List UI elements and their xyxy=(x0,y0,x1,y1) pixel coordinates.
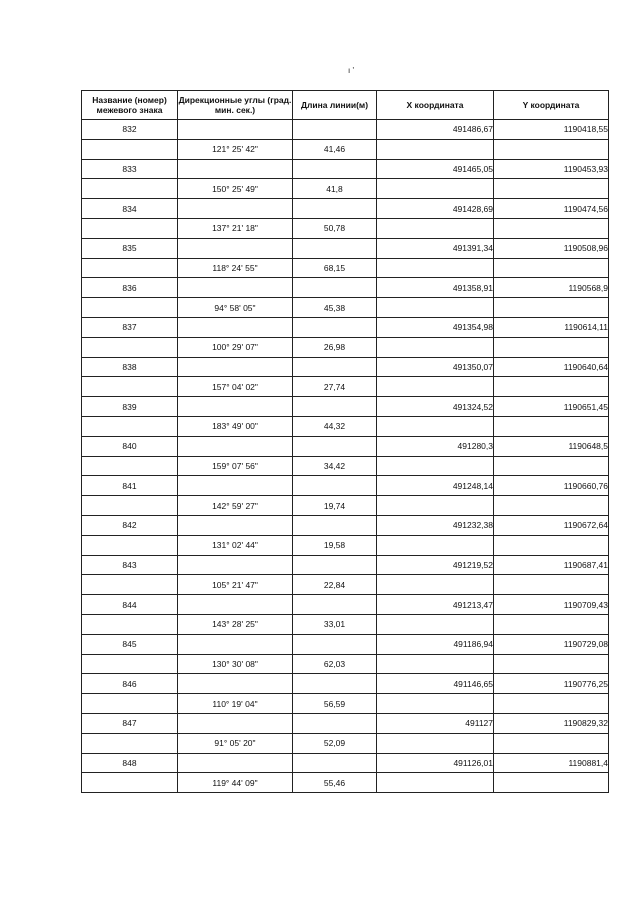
table-row xyxy=(82,773,609,793)
direction-angle-cell: 105° 21' 47" xyxy=(178,575,293,595)
x-coordinate-cell: 491486,67 xyxy=(377,120,494,140)
direction-angle-cell: 100° 29' 07" xyxy=(178,337,293,357)
y-coordinate-cell xyxy=(494,337,609,357)
direction-angle-cell xyxy=(178,238,293,258)
line-length-cell xyxy=(293,674,377,694)
direction-angle-cell: 94° 58' 05" xyxy=(178,298,293,318)
marker-name-cell xyxy=(82,694,178,714)
x-coordinate-cell: 491358,91 xyxy=(377,278,494,298)
line-length-cell xyxy=(293,357,377,377)
line-length-cell: 33,01 xyxy=(293,614,377,634)
x-coordinate-cell xyxy=(377,496,494,516)
table-row xyxy=(82,337,609,357)
line-length-cell xyxy=(293,595,377,615)
line-length-cell: 62,03 xyxy=(293,654,377,674)
line-length-cell: 52,09 xyxy=(293,733,377,753)
table-row xyxy=(82,139,609,159)
line-length-cell xyxy=(293,317,377,337)
marker-name-cell: 846 xyxy=(82,674,178,694)
y-coordinate-cell xyxy=(494,456,609,476)
direction-angle-cell xyxy=(178,634,293,654)
marker-name-cell xyxy=(82,258,178,278)
table-row xyxy=(82,515,609,535)
marker-name-cell xyxy=(82,298,178,318)
y-coordinate-cell xyxy=(494,298,609,318)
table-row xyxy=(82,753,609,773)
x-coordinate-cell: 491391,34 xyxy=(377,238,494,258)
line-length-cell xyxy=(293,476,377,496)
line-length-cell: 26,98 xyxy=(293,337,377,357)
x-coordinate-cell: 491350,07 xyxy=(377,357,494,377)
direction-angle-cell xyxy=(178,595,293,615)
table-row xyxy=(82,377,609,397)
y-coordinate-cell: 1190418,55 xyxy=(494,120,609,140)
y-coordinate-cell: 1190881,4 xyxy=(494,753,609,773)
direction-angle-cell: 183° 49' 00" xyxy=(178,416,293,436)
line-length-cell xyxy=(293,515,377,535)
direction-angle-cell xyxy=(178,555,293,575)
direction-angle-cell: 91° 05' 20" xyxy=(178,733,293,753)
y-coordinate-cell: 1190687,41 xyxy=(494,555,609,575)
x-coordinate-cell xyxy=(377,535,494,555)
table-row xyxy=(82,713,609,733)
line-length-cell: 68,15 xyxy=(293,258,377,278)
direction-angle-cell: 130° 30' 08" xyxy=(178,654,293,674)
header-x: X координата xyxy=(377,91,494,120)
table-row xyxy=(82,476,609,496)
y-coordinate-cell: 1190474,56 xyxy=(494,199,609,219)
table-row xyxy=(82,238,609,258)
marker-name-cell: 837 xyxy=(82,317,178,337)
direction-angle-cell: 119° 44' 09" xyxy=(178,773,293,793)
direction-angle-cell xyxy=(178,120,293,140)
y-coordinate-cell xyxy=(494,694,609,714)
y-coordinate-cell: 1190568,9 xyxy=(494,278,609,298)
direction-angle-cell xyxy=(178,278,293,298)
y-coordinate-cell xyxy=(494,377,609,397)
x-coordinate-cell: 491428,69 xyxy=(377,199,494,219)
x-coordinate-cell: 491126,01 xyxy=(377,753,494,773)
table-row xyxy=(82,218,609,238)
x-coordinate-cell xyxy=(377,733,494,753)
table-row xyxy=(82,634,609,654)
x-coordinate-cell xyxy=(377,773,494,793)
marker-name-cell: 839 xyxy=(82,397,178,417)
marker-name-cell xyxy=(82,139,178,159)
header-angle: Дирекционные углы (град. мин. сек.) xyxy=(178,91,293,120)
y-coordinate-cell: 1190614,11 xyxy=(494,317,609,337)
line-length-cell: 19,74 xyxy=(293,496,377,516)
table-row xyxy=(82,357,609,377)
marker-name-cell: 838 xyxy=(82,357,178,377)
y-coordinate-cell: 1190640,64 xyxy=(494,357,609,377)
x-coordinate-cell xyxy=(377,218,494,238)
x-coordinate-cell: 491232,38 xyxy=(377,515,494,535)
marker-name-cell xyxy=(82,733,178,753)
y-coordinate-cell xyxy=(494,416,609,436)
line-length-cell: 41,46 xyxy=(293,139,377,159)
line-length-cell xyxy=(293,397,377,417)
table-row xyxy=(82,575,609,595)
table-row xyxy=(82,416,609,436)
direction-angle-cell: 121° 25' 42" xyxy=(178,139,293,159)
direction-angle-cell xyxy=(178,357,293,377)
y-coordinate-cell xyxy=(494,733,609,753)
marker-name-cell xyxy=(82,614,178,634)
direction-angle-cell xyxy=(178,397,293,417)
page-mark: ı ' xyxy=(348,66,354,75)
marker-name-cell: 845 xyxy=(82,634,178,654)
marker-name-cell xyxy=(82,654,178,674)
x-coordinate-cell xyxy=(377,575,494,595)
y-coordinate-cell xyxy=(494,496,609,516)
x-coordinate-cell: 491465,05 xyxy=(377,159,494,179)
marker-name-cell: 844 xyxy=(82,595,178,615)
line-length-cell: 22,84 xyxy=(293,575,377,595)
marker-name-cell xyxy=(82,575,178,595)
marker-name-cell: 836 xyxy=(82,278,178,298)
direction-angle-cell xyxy=(178,476,293,496)
x-coordinate-cell xyxy=(377,298,494,318)
y-coordinate-cell xyxy=(494,535,609,555)
y-coordinate-cell: 1190648,5 xyxy=(494,436,609,456)
direction-angle-cell xyxy=(178,199,293,219)
table-row xyxy=(82,456,609,476)
x-coordinate-cell xyxy=(377,179,494,199)
y-coordinate-cell xyxy=(494,258,609,278)
table-row xyxy=(82,159,609,179)
x-coordinate-cell: 491280,3 xyxy=(377,436,494,456)
direction-angle-cell xyxy=(178,515,293,535)
y-coordinate-cell: 1190709,43 xyxy=(494,595,609,615)
line-length-cell: 56,59 xyxy=(293,694,377,714)
line-length-cell: 50,78 xyxy=(293,218,377,238)
direction-angle-cell xyxy=(178,674,293,694)
direction-angle-cell: 159° 07' 56" xyxy=(178,456,293,476)
table-row xyxy=(82,733,609,753)
line-length-cell xyxy=(293,238,377,258)
y-coordinate-cell xyxy=(494,654,609,674)
marker-name-cell xyxy=(82,456,178,476)
marker-name-cell xyxy=(82,337,178,357)
line-length-cell: 34,42 xyxy=(293,456,377,476)
x-coordinate-cell xyxy=(377,337,494,357)
y-coordinate-cell xyxy=(494,614,609,634)
y-coordinate-cell: 1190776,25 xyxy=(494,674,609,694)
header-row xyxy=(82,91,609,120)
line-length-cell xyxy=(293,753,377,773)
y-coordinate-cell: 1190651,45 xyxy=(494,397,609,417)
marker-name-cell: 832 xyxy=(82,120,178,140)
marker-name-cell: 833 xyxy=(82,159,178,179)
marker-name-cell xyxy=(82,218,178,238)
direction-angle-cell: 150° 25' 49" xyxy=(178,179,293,199)
marker-name-cell: 841 xyxy=(82,476,178,496)
direction-angle-cell xyxy=(178,436,293,456)
y-coordinate-cell: 1190729,08 xyxy=(494,634,609,654)
x-coordinate-cell: 491248,14 xyxy=(377,476,494,496)
marker-name-cell xyxy=(82,377,178,397)
line-length-cell xyxy=(293,159,377,179)
table-body xyxy=(82,120,609,793)
marker-name-cell xyxy=(82,416,178,436)
table-row xyxy=(82,298,609,318)
table-row xyxy=(82,258,609,278)
y-coordinate-cell: 1190672,64 xyxy=(494,515,609,535)
x-coordinate-cell xyxy=(377,139,494,159)
line-length-cell xyxy=(293,555,377,575)
boundary-table xyxy=(81,90,609,793)
table-row xyxy=(82,278,609,298)
direction-angle-cell xyxy=(178,317,293,337)
y-coordinate-cell xyxy=(494,575,609,595)
marker-name-cell xyxy=(82,773,178,793)
line-length-cell xyxy=(293,634,377,654)
line-length-cell xyxy=(293,713,377,733)
marker-name-cell: 835 xyxy=(82,238,178,258)
marker-name-cell xyxy=(82,496,178,516)
line-length-cell: 19,58 xyxy=(293,535,377,555)
table-row xyxy=(82,436,609,456)
line-length-cell: 55,46 xyxy=(293,773,377,793)
line-length-cell: 41,8 xyxy=(293,179,377,199)
x-coordinate-cell xyxy=(377,377,494,397)
line-length-cell xyxy=(293,436,377,456)
header-name: Название (номер) межевого знака xyxy=(82,91,178,120)
y-coordinate-cell: 1190660,76 xyxy=(494,476,609,496)
header-y: Y координата xyxy=(494,91,609,120)
marker-name-cell xyxy=(82,535,178,555)
direction-angle-cell: 137° 21' 18" xyxy=(178,218,293,238)
x-coordinate-cell xyxy=(377,654,494,674)
direction-angle-cell: 157° 04' 02" xyxy=(178,377,293,397)
table-row xyxy=(82,397,609,417)
y-coordinate-cell xyxy=(494,179,609,199)
x-coordinate-cell xyxy=(377,694,494,714)
x-coordinate-cell xyxy=(377,416,494,436)
header-length: Длина линии(м) xyxy=(293,91,377,120)
x-coordinate-cell: 491127 xyxy=(377,713,494,733)
table-row xyxy=(82,595,609,615)
marker-name-cell: 848 xyxy=(82,753,178,773)
line-length-cell xyxy=(293,199,377,219)
table-row xyxy=(82,674,609,694)
table-row xyxy=(82,317,609,337)
x-coordinate-cell xyxy=(377,614,494,634)
table-row xyxy=(82,179,609,199)
y-coordinate-cell xyxy=(494,218,609,238)
line-length-cell: 44,32 xyxy=(293,416,377,436)
line-length-cell xyxy=(293,278,377,298)
x-coordinate-cell xyxy=(377,258,494,278)
line-length-cell: 27,74 xyxy=(293,377,377,397)
y-coordinate-cell: 1190508,96 xyxy=(494,238,609,258)
x-coordinate-cell: 491354,98 xyxy=(377,317,494,337)
x-coordinate-cell: 491324,52 xyxy=(377,397,494,417)
direction-angle-cell xyxy=(178,753,293,773)
table-row xyxy=(82,535,609,555)
table-row xyxy=(82,654,609,674)
line-length-cell: 45,38 xyxy=(293,298,377,318)
y-coordinate-cell xyxy=(494,139,609,159)
marker-name-cell: 843 xyxy=(82,555,178,575)
direction-angle-cell: 131° 02' 44" xyxy=(178,535,293,555)
marker-name-cell: 842 xyxy=(82,515,178,535)
x-coordinate-cell: 491186,94 xyxy=(377,634,494,654)
direction-angle-cell: 143° 28' 25" xyxy=(178,614,293,634)
table-row xyxy=(82,199,609,219)
x-coordinate-cell: 491146,65 xyxy=(377,674,494,694)
direction-angle-cell: 142° 59' 27" xyxy=(178,496,293,516)
marker-name-cell: 834 xyxy=(82,199,178,219)
direction-angle-cell: 118° 24' 55" xyxy=(178,258,293,278)
y-coordinate-cell: 1190453,93 xyxy=(494,159,609,179)
y-coordinate-cell: 1190829,32 xyxy=(494,713,609,733)
line-length-cell xyxy=(293,120,377,140)
table-row xyxy=(82,694,609,714)
x-coordinate-cell: 491219,52 xyxy=(377,555,494,575)
x-coordinate-cell: 491213,47 xyxy=(377,595,494,615)
marker-name-cell: 847 xyxy=(82,713,178,733)
table-row xyxy=(82,120,609,140)
marker-name-cell: 840 xyxy=(82,436,178,456)
direction-angle-cell xyxy=(178,713,293,733)
x-coordinate-cell xyxy=(377,456,494,476)
marker-name-cell xyxy=(82,179,178,199)
table-row xyxy=(82,614,609,634)
table-row xyxy=(82,496,609,516)
y-coordinate-cell xyxy=(494,773,609,793)
table-row xyxy=(82,555,609,575)
direction-angle-cell: 110° 19' 04" xyxy=(178,694,293,714)
direction-angle-cell xyxy=(178,159,293,179)
